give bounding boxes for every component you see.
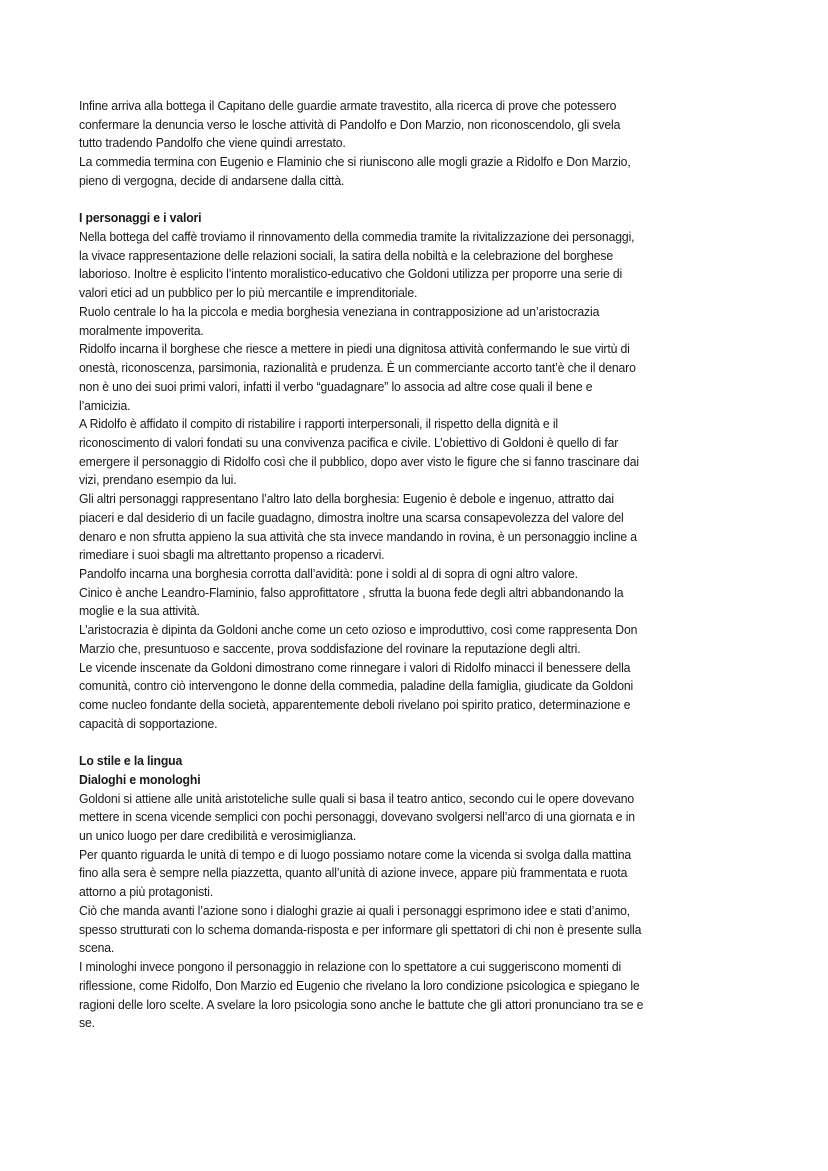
text-line: se. bbox=[79, 1016, 95, 1031]
paragraph bbox=[79, 958, 779, 1033]
text-line: un unico luogo per dare credibilità e verosimiglianza. bbox=[79, 829, 357, 844]
subsection-heading: Dialoghi e monologhi bbox=[79, 772, 201, 787]
text-line: laborioso. Inoltre è esplicito l’intento moralistico-educativo che Goldoni utilizza per proporre una serie di bbox=[79, 267, 623, 282]
text-line: ragioni delle loro scelte. A svelare la loro psicologia sono anche le battute che gli attori pronunciano tra se e bbox=[79, 997, 644, 1012]
paragraph bbox=[79, 790, 779, 846]
text-line: riconoscimento di valori fondati su una convivenza pacifica e civile. L’obiettivo di Goldoni è quello di far bbox=[79, 435, 619, 450]
text-line: fino alla sera è sempre nella piazzetta, quanto all’unità di azione invece, appare più frammentata e ruota bbox=[79, 866, 628, 881]
text-line: A Ridolfo è affidato il compito di ristabilire i rapporti interpersonali, il rispetto della dignità e il bbox=[79, 417, 558, 432]
text-line: come nucleo fondante della società, apparentemente deboli rivelano poi spirito pratico, determinazione e bbox=[79, 698, 631, 712]
text-line: Per quanto riguarda le unità di tempo e di luogo possiamo notare come la vicenda si svolga dalla mattina bbox=[79, 847, 632, 862]
blank-line bbox=[79, 191, 779, 210]
text-line: l’amicizia. bbox=[79, 398, 131, 413]
paragraph bbox=[79, 584, 779, 621]
text-line: emergere il personaggio di Ridolfo così che il pubblico, dopo aver visto le figure che si fanno trascinare dai bbox=[79, 454, 639, 469]
text-line: la vivace rappresentazione delle relazioni sociali, la satira della nobiltà e la celebrazione del borghese bbox=[79, 248, 614, 263]
text-line: tutto tradendo Pandolfo che viene quindi arrestato. bbox=[79, 136, 346, 151]
paragraph bbox=[79, 303, 779, 340]
text-line: onestà, riconoscenza, parsimonia, razionalità e prudenza. È un commerciante accorto tant’è che il denaro bbox=[79, 361, 636, 376]
text-line: riflessione, come Ridolfo, Don Marzio ed Eugenio che rivelano la loro condizione psicologica e spiegano le bbox=[79, 978, 640, 993]
paragraph bbox=[79, 846, 779, 902]
text-line: Goldoni si attiene alle unità aristoteliche sulle quali si basa il teatro antico, secondo cui le opere dovevano bbox=[79, 791, 635, 806]
text-line: Gli altri personaggi rappresentano l’altro lato della borghesia: Eugenio è debole e ingenuo, attratto dai bbox=[79, 492, 614, 507]
text-line: pieno di vergogna, decide di andarsene dalla città. bbox=[79, 173, 345, 188]
blank-line bbox=[79, 733, 779, 752]
text-line: rimediare i suoi sbagli ma altrettanto propenso a ricadervi. bbox=[79, 548, 385, 563]
paragraph bbox=[79, 659, 779, 734]
document-page bbox=[79, 97, 779, 1033]
text-line: non è uno dei suoi primi valori, infatti il verbo “guadagnare” lo associa ad altre cose quali il bene e bbox=[79, 379, 593, 394]
section-heading: I personaggi e i valori bbox=[79, 211, 202, 226]
text-line: valori etici ad un pubblico per lo più mercantile e imprenditoriale. bbox=[79, 286, 418, 301]
paragraph bbox=[79, 565, 779, 584]
paragraph bbox=[79, 490, 779, 565]
text-line: comunità, contro ciò intervengono le donne della commedia, paladine della famiglia, giudicate da Goldoni bbox=[79, 679, 634, 694]
paragraph bbox=[79, 153, 779, 190]
paragraph bbox=[79, 415, 779, 490]
text-line: La commedia termina con Eugenio e Flaminio che si riuniscono alle mogli grazie a Ridolfo e Don Marzio, bbox=[79, 155, 631, 170]
text-line: Ciò che manda avanti l’azione sono i dialoghi grazie ai quali i personaggi esprimono idee e stati d’animo, bbox=[79, 903, 631, 918]
text-line: I minologhi invece pongono il personaggio in relazione con lo spettatore a cui suggeriscono momenti di bbox=[79, 960, 622, 975]
text-line: L’aristocrazia è dipinta da Goldoni anche come un ceto ozioso e improduttivo, così come rappresenta Don bbox=[79, 623, 638, 638]
text-line: Le vicende inscenate da Goldoni dimostrano come rinnegare i valori di Ridolfo minacci il benessere della bbox=[79, 660, 631, 675]
text-line: Infine arriva alla bottega il Capitano delle guardie armate travestito, alla ricerca di prove che potessero bbox=[79, 99, 617, 113]
text-line: mettere in scena vicende semplici con pochi personaggi, dovevano svolgersi nell’arco di una giornata e in bbox=[79, 810, 635, 825]
text-line: attorno a più protagonisti. bbox=[79, 885, 214, 900]
paragraph bbox=[79, 340, 779, 415]
text-line: Marzio che, presuntuoso e saccente, prova soddisfazione del rovinare la reputazione degli altri. bbox=[79, 641, 581, 656]
text-line: denaro e non sfrutta appieno la sua attività che sta invece mandando in rovina, è un personaggio incline a bbox=[79, 529, 637, 544]
text-line: Ridolfo incarna il borghese che riesce a mettere in piedi una dignitosa attività confermando le sue virtù di bbox=[79, 342, 630, 357]
text-line: confermare la denuncia verso le losche attività di Pandolfo e Don Marzio, non riconoscendolo, gli svela bbox=[79, 117, 621, 132]
paragraph bbox=[79, 97, 779, 153]
text-line: Pandolfo incarna una borghesia corrotta dall’avidità: pone i soldi al di sopra di ogni altro valore. bbox=[79, 566, 578, 581]
text-line: piaceri e dal desiderio di un facile guadagno, dimostra inoltre una scarsa consapevolezza del valore del bbox=[79, 510, 624, 525]
section bbox=[79, 97, 779, 191]
section bbox=[79, 209, 779, 733]
text-line: scena. bbox=[79, 941, 115, 956]
text-line: moralmente impoverita. bbox=[79, 323, 204, 338]
section-heading: Lo stile e la lingua bbox=[79, 754, 183, 769]
text-line: Cinico è anche Leandro-Flaminio, falso approfittatore , sfrutta la buona fede degli altri abbandonando la bbox=[79, 585, 624, 600]
paragraph bbox=[79, 228, 779, 303]
text-line: spesso strutturati con lo schema domanda-risposta e per informare gli spettatori di chi non è presente sulla bbox=[79, 922, 642, 937]
text-line: Nella bottega del caffè troviamo il rinnovamento della commedia tramite la rivitalizzazione dei personaggi, bbox=[79, 230, 635, 245]
paragraph bbox=[79, 902, 779, 958]
paragraph bbox=[79, 621, 779, 658]
text-line: capacità di sopportazione. bbox=[79, 716, 218, 731]
text-line: Ruolo centrale lo ha la piccola e media borghesia veneziana in contrapposizione ad un’aristocrazia bbox=[79, 304, 600, 319]
text-line: moglie e la sua attività. bbox=[79, 604, 200, 619]
text-line: vizi, prendano esempio da lui. bbox=[79, 473, 237, 488]
section bbox=[79, 752, 779, 1033]
